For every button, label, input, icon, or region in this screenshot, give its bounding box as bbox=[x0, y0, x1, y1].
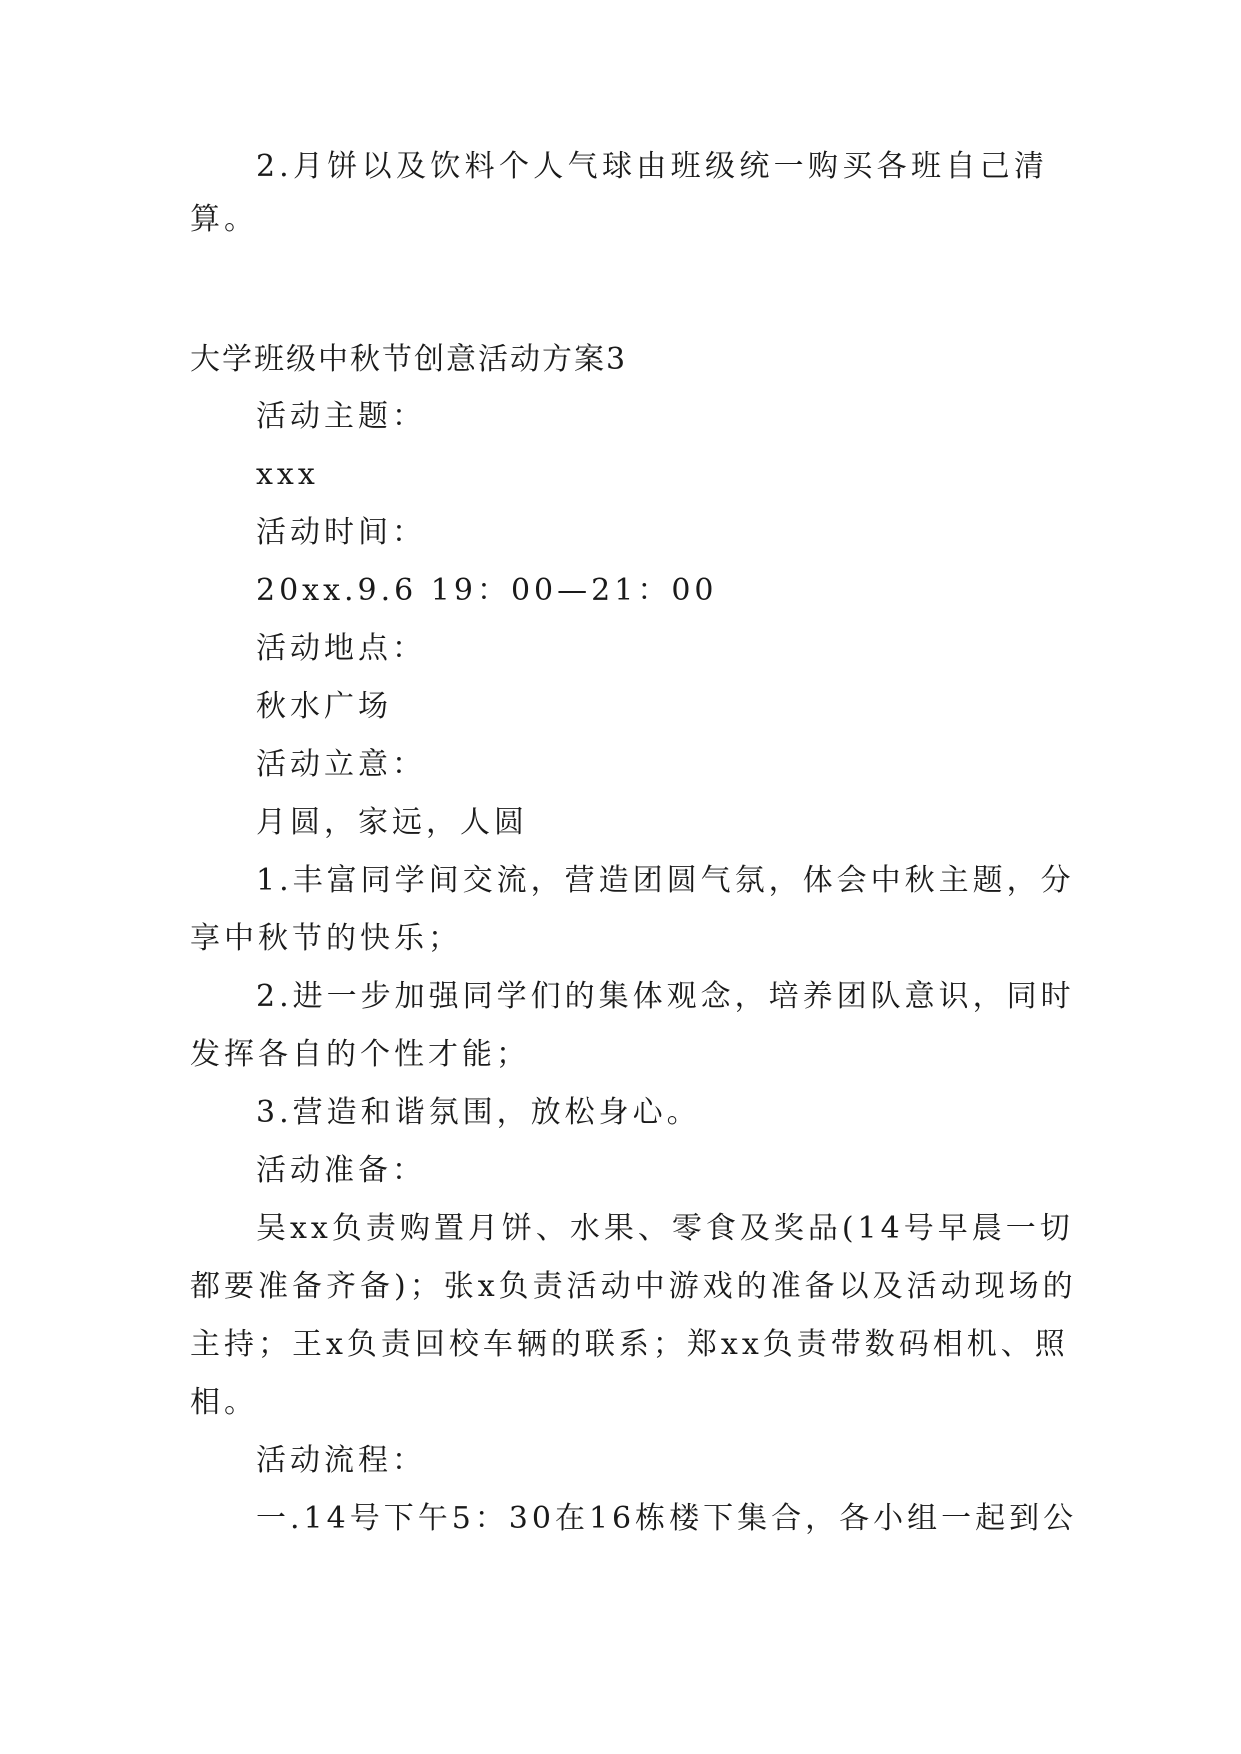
field-value: 20xx.9.6 19：00—21：00 bbox=[256, 573, 718, 608]
paragraph-line: 发挥各自的个性才能； bbox=[190, 1037, 530, 1072]
field-label: 活动地点： bbox=[256, 631, 426, 666]
paragraph-line: 相。 bbox=[190, 1385, 258, 1420]
field-label: 活动时间： bbox=[256, 515, 426, 550]
paragraph-line: 一.14号下午5：30在16栋楼下集合，各小组一起到公 bbox=[256, 1501, 1078, 1536]
paragraph-line: 都要准备齐备)；张x负责活动中游戏的准备以及活动现场的 bbox=[190, 1269, 1077, 1304]
paragraph-line: 1.丰富同学间交流，营造团圆气氛，体会中秋主题，分 bbox=[256, 863, 1075, 898]
field-value: 秋水广场 bbox=[256, 689, 392, 724]
paragraph-line: 2.月饼以及饮料个人气球由班级统一购买各班自己清 bbox=[256, 149, 1048, 184]
paragraph-line: 吴xx负责购置月饼、水果、零食及奖品(14号早晨一切 bbox=[256, 1211, 1074, 1246]
paragraph-line: 3.营造和谐氛围，放松身心。 bbox=[256, 1095, 701, 1130]
paragraph-line: 主持；王x负责回校车辆的联系；郑xx负责带数码相机、照 bbox=[190, 1327, 1069, 1362]
field-label: 活动准备： bbox=[256, 1153, 426, 1188]
field-label: 活动立意： bbox=[256, 747, 426, 782]
section-title: 大学班级中秋节创意活动方案3 bbox=[190, 342, 628, 377]
field-value: xxx bbox=[256, 457, 319, 492]
field-label: 活动主题： bbox=[256, 399, 426, 434]
paragraph-line: 2.进一步加强同学们的集体观念，培养团队意识，同时 bbox=[256, 979, 1075, 1014]
field-value: 月圆，家远，人圆 bbox=[256, 805, 528, 840]
paragraph-line: 算。 bbox=[190, 202, 258, 237]
field-label: 活动流程： bbox=[256, 1443, 426, 1478]
paragraph-line: 享中秋节的快乐； bbox=[190, 921, 462, 956]
